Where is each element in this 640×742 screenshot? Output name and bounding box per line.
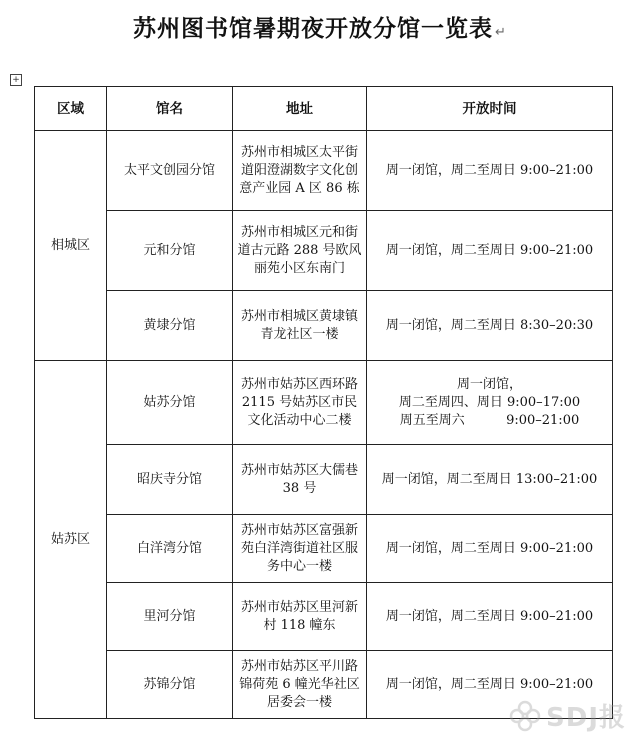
table-move-handle-icon[interactable]: +: [10, 74, 22, 86]
address-cell: 苏州市姑苏区里河新村 118 幢东: [233, 583, 367, 651]
opening-hours-cell: [367, 131, 613, 211]
branch-name-cell: 元和分馆: [107, 211, 233, 291]
header-row: [35, 87, 613, 131]
opening-hours-line: 周五至周六 9:00–21:00: [399, 412, 580, 428]
table-row: [35, 361, 613, 445]
opening-hours-line: 周一闭馆，周二至周日 9:00–21:00: [385, 242, 594, 258]
header-address: 地址: [233, 87, 367, 131]
opening-hours-line: 周一闭馆，周二至周日 9:00–21:00: [385, 162, 594, 178]
address-cell: 苏州市姑苏区西环路 2115 号姑苏区市民文化活动中心二楼: [233, 361, 367, 445]
flower-logo-icon: [508, 699, 542, 733]
table-row: [35, 445, 613, 515]
opening-hours-line: 周一闭馆，周二至周日 8:30–20:30: [385, 317, 594, 333]
branch-name-cell: 黄埭分馆: [107, 291, 233, 361]
paragraph-mark-icon: ↵: [495, 25, 507, 40]
opening-hours-cell: [367, 211, 613, 291]
header-region: 区域: [35, 87, 107, 131]
branch-name-cell: 太平文创园分馆: [107, 131, 233, 211]
opening-hours-line: 周一闭馆，周二至周日 9:00–21:00: [385, 676, 594, 692]
opening-hours-cell: [367, 291, 613, 361]
opening-hours-line: 周一闭馆，周二至周日 13:00–21:00: [381, 471, 598, 487]
document-title: [0, 10, 640, 43]
opening-hours-cell: [367, 361, 613, 445]
branch-name-cell: 苏锦分馆: [107, 651, 233, 719]
address-cell: 苏州市相城区元和街道古元路 288 号欧风丽苑小区东南门: [233, 211, 367, 291]
branch-name-cell: 白洋湾分馆: [107, 515, 233, 583]
opening-hours-cell: [367, 445, 613, 515]
region-cell: 姑苏区: [35, 361, 107, 719]
opening-hours-line: 周二至周四、周日 9:00–17:00: [398, 394, 581, 410]
table-row: [35, 211, 613, 291]
opening-hours-cell: [367, 515, 613, 583]
region-cell: 相城区: [35, 131, 107, 361]
opening-hours-line: 周一闭馆，周二至周日 9:00–21:00: [385, 608, 594, 624]
branch-name-cell: 姑苏分馆: [107, 361, 233, 445]
header-opening-hours: 开放时间: [367, 87, 613, 131]
table-row: [35, 515, 613, 583]
table-row: [35, 583, 613, 651]
table-row: [35, 131, 613, 211]
opening-hours-line: 周一闭馆，: [456, 376, 522, 392]
address-cell: 苏州市相城区黄埭镇青龙社区一楼: [233, 291, 367, 361]
branch-name-cell: 昭庆寺分馆: [107, 445, 233, 515]
branch-schedule-table: [34, 86, 613, 719]
address-cell: 苏州市姑苏区平川路锦荷苑 6 幢光华社区居委会一楼: [233, 651, 367, 719]
address-cell: 苏州市相城区太平街道阳澄湖数字文化创意产业园 A 区 86 栋: [233, 131, 367, 211]
watermark-text: SDJ报: [546, 703, 626, 733]
opening-hours-line: 周一闭馆，周二至周日 9:00–21:00: [385, 540, 594, 556]
watermark: [508, 697, 626, 734]
table-row: [35, 291, 613, 361]
opening-hours-cell: [367, 583, 613, 651]
document-title-text: 苏州图书馆暑期夜开放分馆一览表: [133, 16, 494, 42]
address-cell: 苏州市姑苏区大儒巷 38 号: [233, 445, 367, 515]
table-body: [35, 131, 613, 719]
header-branch-name: 馆名: [107, 87, 233, 131]
branch-name-cell: 里河分馆: [107, 583, 233, 651]
address-cell: 苏州市姑苏区富强新苑白洋湾街道社区服务中心一楼: [233, 515, 367, 583]
